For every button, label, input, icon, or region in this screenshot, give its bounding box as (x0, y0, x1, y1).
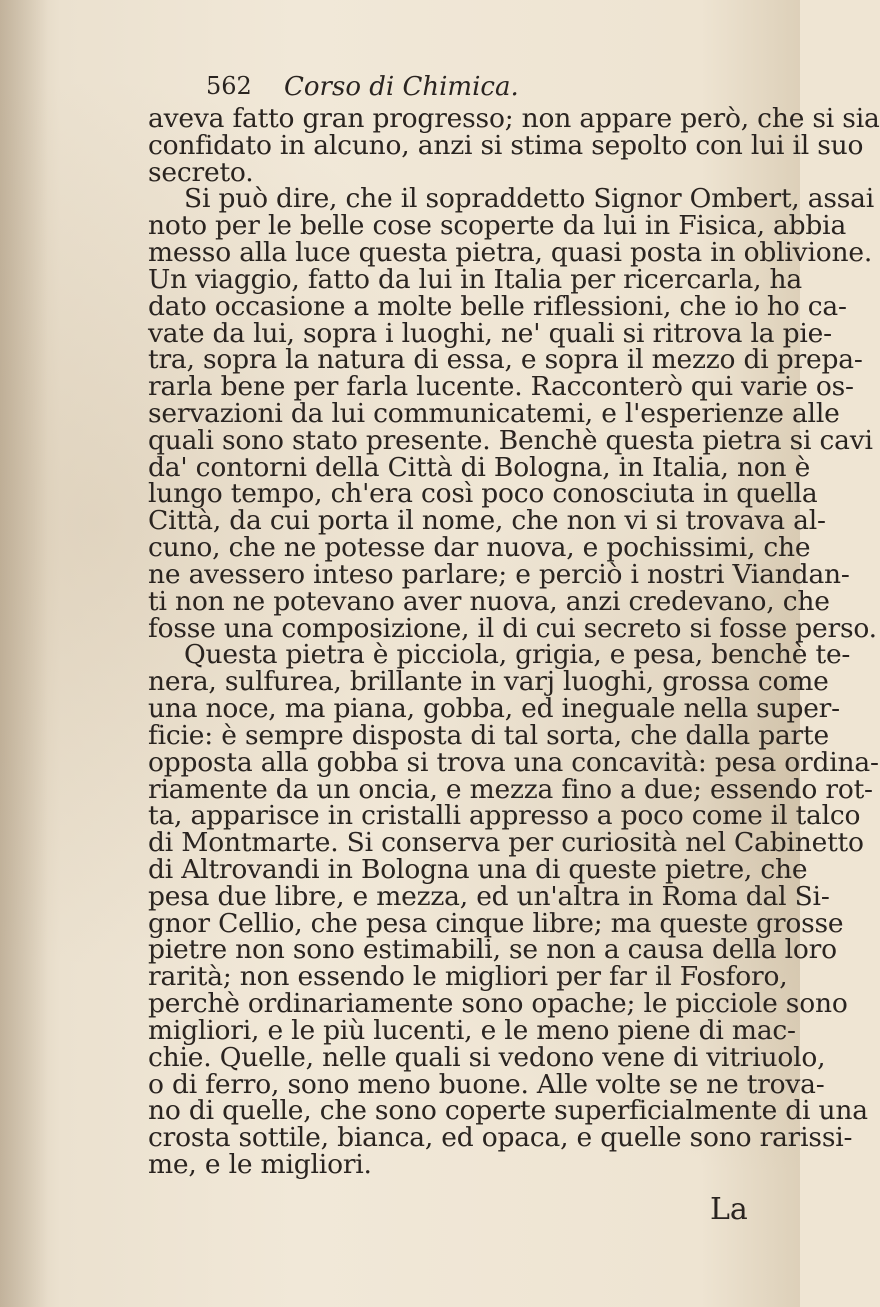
text-line: fosse una composizione, il di cui secreto si fosse perso. (148, 613, 877, 644)
text-line: Si può dire, che il sopraddetto Signor Ombert, assai (184, 183, 874, 214)
text-line: una noce, ma piana, gobba, ed ineguale nella super- (148, 693, 840, 724)
text-line: di Montmarte. Si conserva per curiosità nel Cabinetto (148, 827, 864, 858)
text-line: rarità; non essendo le migliori per far il Fosforo, (148, 961, 788, 992)
text-line: di Altrovandi in Bologna una di queste pietre, che (148, 854, 808, 885)
text-line: aveva fatto gran progresso; non appare però, che si sia (148, 103, 880, 134)
text-line: Città, da cui porta il nome, che non vi si trovava al- (148, 505, 826, 536)
text-line: ti non ne potevano aver nuova, anzi credevano, che (148, 586, 830, 617)
text-line: chie. Quelle, nelle quali si vedono vene di vitriuolo, (148, 1042, 826, 1073)
text-line: confidato in alcuno, anzi si stima sepolto con lui il suo (148, 130, 864, 161)
text-line: o di ferro, sono meno buone. Alle volte se ne trova- (148, 1069, 825, 1100)
text-line: rarla bene per farla lucente. Racconterò qui varie os- (148, 371, 854, 402)
text-line: ne avessero inteso parlare; e perciò i nostri Viandan- (148, 559, 850, 590)
catchword: La (710, 1192, 748, 1227)
text-line: secreto. (148, 157, 254, 188)
text-line: vate da lui, sopra i luoghi, ne' quali si ritrova la pie- (148, 318, 832, 349)
text-line: opposta alla gobba si trova una concavità: pesa ordina- (148, 747, 879, 778)
text-line: lungo tempo, ch'era così poco conosciuta in quella (148, 478, 818, 509)
text-line: me, e le migliori. (148, 1149, 372, 1180)
text-line: ta, apparisce in cristalli appresso a poco come il talco (148, 800, 861, 831)
running-title: Corso di Chimica. (284, 72, 519, 102)
text-line: riamente da un oncia, e mezza fino a due; essendo rot- (148, 774, 873, 805)
text-line: quali sono stato presente. Benchè questa pietra si cavi (148, 425, 873, 456)
text-line: gnor Cellio, che pesa cinque libre; ma queste grosse (148, 908, 844, 939)
page-number: 562 (206, 72, 252, 100)
text-line: messo alla luce questa pietra, quasi posta in oblivione. (148, 237, 873, 268)
text-line: ficie: è sempre disposta di tal sorta, che dalla parte (148, 720, 829, 751)
text-line: pesa due libre, e mezza, ed un'altra in Roma dal Si- (148, 881, 830, 912)
text-line: servazioni da lui communicatemi, e l'esperienze alle (148, 398, 840, 429)
text-line: migliori, e le più lucenti, e le meno piene di mac- (148, 1015, 796, 1046)
text-line: cuno, che ne potesse dar nuova, e pochissimi, che (148, 532, 811, 563)
text-line: Questa pietra è picciola, grigia, e pesa, benchè te- (184, 639, 851, 670)
text-line: dato occasione a molte belle riflessioni, che io ho ca- (148, 291, 847, 322)
text-line: da' contorni della Città di Bologna, in Italia, non è (148, 452, 811, 483)
text-line: pietre non sono estimabili, se non a causa della loro (148, 934, 837, 965)
text-line: noto per le belle cose scoperte da lui in Fisica, abbia (148, 210, 847, 241)
text-line: perchè ordinariamente sono opache; le picciole sono (148, 988, 848, 1019)
page-shadow-edge (0, 0, 48, 1307)
text-line: no di quelle, che sono coperte superficialmente di una (148, 1095, 868, 1126)
text-line: tra, sopra la natura di essa, e sopra il mezzo di prepa- (148, 344, 863, 375)
text-line: crosta sottile, bianca, ed opaca, e quelle sono rarissi- (148, 1122, 853, 1153)
text-line: Un viaggio, fatto da lui in Italia per ricercarla, ha (148, 264, 803, 295)
text-line: nera, sulfurea, brillante in varj luoghi, grossa come (148, 666, 829, 697)
